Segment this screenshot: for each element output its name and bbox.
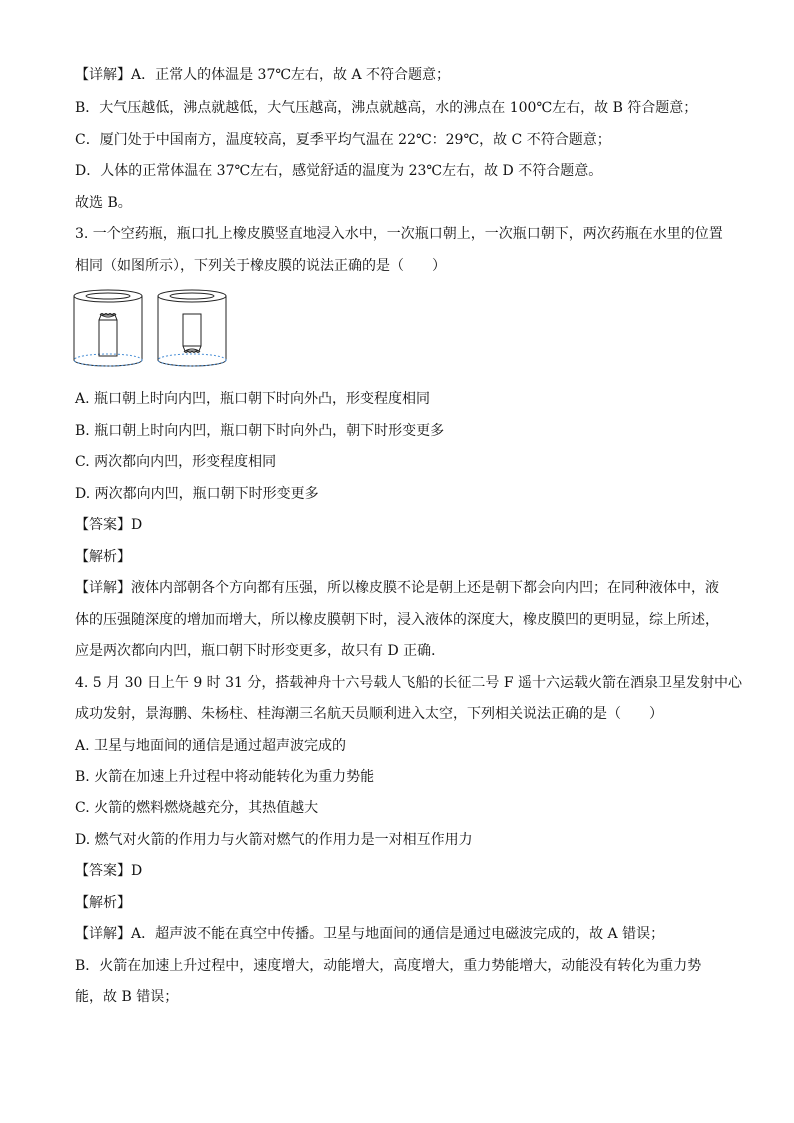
- bottle-mouth-up: [99, 314, 117, 357]
- text-line: 能，故 B 错误；: [75, 989, 179, 1005]
- bottle-mouth-down: [183, 314, 201, 353]
- analysis-label: 【解析】: [75, 895, 131, 911]
- text-line: D．人体的正常体温在 37℃左右，感觉舒适的温度为 23℃左右，故 D 不符合题意。: [75, 163, 603, 179]
- option-c: C. 火箭的燃料燃烧越充分，其热值越大: [75, 800, 319, 816]
- text-line: C．厦门处于中国南方，温度较高，夏季平均气温在 22℃：29℃，故 C 不符合题意；: [75, 132, 611, 148]
- analysis-label: 【解析】: [75, 549, 131, 565]
- beaker-left: [74, 290, 142, 366]
- answer-label: 【答案】D: [75, 863, 143, 879]
- text-line: 故选 B。: [75, 195, 132, 211]
- text-line: B．火箭在加速上升过程中，速度增大，动能增大，高度增大，重力势能增大，动能没有转化为重力势: [75, 958, 702, 974]
- text-line: 体的压强随深度的增加而增大，所以橡皮膜朝下时，浸入液体的深度大，橡皮膜凹的更明显，综上所述，: [75, 612, 719, 628]
- question-3-stem: 相同（如图所示），下列关于橡皮膜的说法正确的是（ ）: [75, 258, 446, 274]
- option-a: A. 卫星与地面间的通信是通过超声波完成的: [75, 738, 347, 754]
- bottle-diagram: [70, 286, 230, 371]
- beaker-right: [158, 290, 226, 366]
- text-line: 【详解】A．正常人的体温是 37℃左右，故 A 不符合题意；: [75, 67, 451, 83]
- text-line: B．大气压越低，沸点就越低，大气压越高，沸点就越高，水的沸点在 100℃左右，故 B 符合题意；: [75, 100, 698, 116]
- text-line: 应是两次都向内凹，瓶口朝下时形变更多，故只有 D 正确．: [75, 643, 446, 659]
- text-line: 【详解】液体内部朝各个方向都有压强，所以橡皮膜不论是朝上还是朝下都会向内凹；在同种液体中，液: [75, 580, 719, 596]
- option-d: D. 燃气对火箭的作用力与火箭对燃气的作用力是一对相互作用力: [75, 832, 473, 848]
- question-4-stem: 4. 5 月 30 日上午 9 时 31 分，搭载神舟十六号载人飞船的长征二号 F 遥十六运载火箭在酒泉卫星发射中心: [75, 675, 743, 691]
- answer-label: 【答案】D: [75, 517, 143, 533]
- text-line: 【详解】A．超声波不能在真空中传播。卫星与地面间的通信是通过电磁波完成的，故 A 错误；: [75, 926, 665, 942]
- option-d: D. 两次都向内凹，瓶口朝下时形变更多: [75, 486, 319, 502]
- option-b: B. 瓶口朝上时向内凹，瓶口朝下时向外凸，朝下时形变更多: [75, 423, 445, 439]
- option-a: A. 瓶口朝上时向内凹，瓶口朝下时向外凸，形变程度相同: [75, 391, 431, 407]
- option-b: B. 火箭在加速上升过程中将动能转化为重力势能: [75, 769, 375, 785]
- option-c: C. 两次都向内凹，形变程度相同: [75, 454, 277, 470]
- question-3-stem: 3. 一个空药瓶，瓶口扎上橡皮膜竖直地浸入水中，一次瓶口朝上，一次瓶口朝下，两次药瓶在水里的位置: [75, 226, 723, 242]
- question-4-stem: 成功发射，景海鹏、朱杨柱、桂海潮三名航天员顺利进入太空，下列相关说法正确的是（ ）: [75, 706, 663, 722]
